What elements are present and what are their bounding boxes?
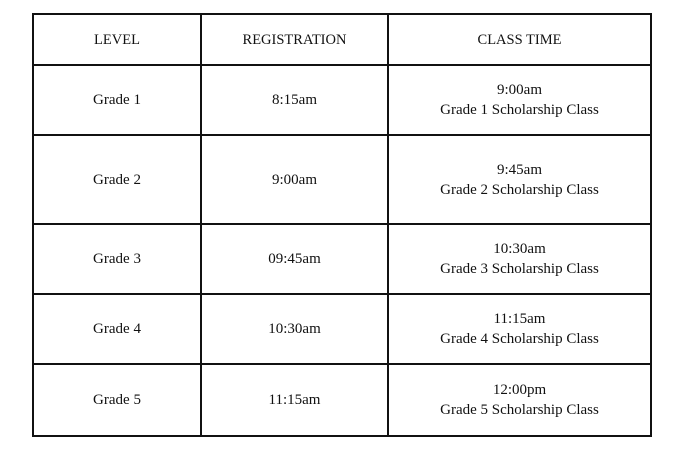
class-time-value: 9:00am: [497, 82, 542, 98]
class-name: Grade 5 Scholarship Class: [440, 402, 599, 418]
class-name: Grade 4 Scholarship Class: [440, 331, 599, 347]
level-cell: Grade 2: [33, 135, 201, 224]
registration-cell: 9:00am: [201, 135, 388, 224]
class-time-cell: [388, 224, 651, 294]
header-row: [33, 14, 651, 65]
class-name: Grade 3 Scholarship Class: [440, 261, 599, 277]
registration-cell: 10:30am: [201, 294, 388, 364]
table-row: [33, 364, 651, 436]
class-time-cell: [388, 135, 651, 224]
table-body: [33, 65, 651, 436]
schedule-table: [32, 13, 652, 437]
header-level: LEVEL: [33, 14, 201, 65]
registration-cell: 11:15am: [201, 364, 388, 436]
class-time-value: 11:15am: [493, 311, 546, 327]
class-time-cell: [388, 294, 651, 364]
class-time-value: 10:30am: [493, 241, 546, 257]
level-cell: Grade 4: [33, 294, 201, 364]
class-time-value: 12:00pm: [492, 382, 547, 398]
header-class-time: CLASS TIME: [388, 14, 651, 65]
table-row: [33, 294, 651, 364]
level-cell: Grade 5: [33, 364, 201, 436]
level-cell: Grade 1: [33, 65, 201, 135]
header-registration: REGISTRATION: [201, 14, 388, 65]
table-header: [33, 14, 651, 65]
table-row: [33, 65, 651, 135]
registration-cell: 09:45am: [201, 224, 388, 294]
level-cell: Grade 3: [33, 224, 201, 294]
class-time-value: 9:45am: [497, 161, 542, 178]
table-row: [33, 224, 651, 294]
class-name: Grade 1 Scholarship Class: [440, 102, 599, 118]
class-time-cell: [388, 364, 651, 436]
table-row: [33, 135, 651, 224]
class-time-cell: [388, 65, 651, 135]
class-name: Grade 2 Scholarship Class: [440, 181, 599, 198]
registration-cell: 8:15am: [201, 65, 388, 135]
